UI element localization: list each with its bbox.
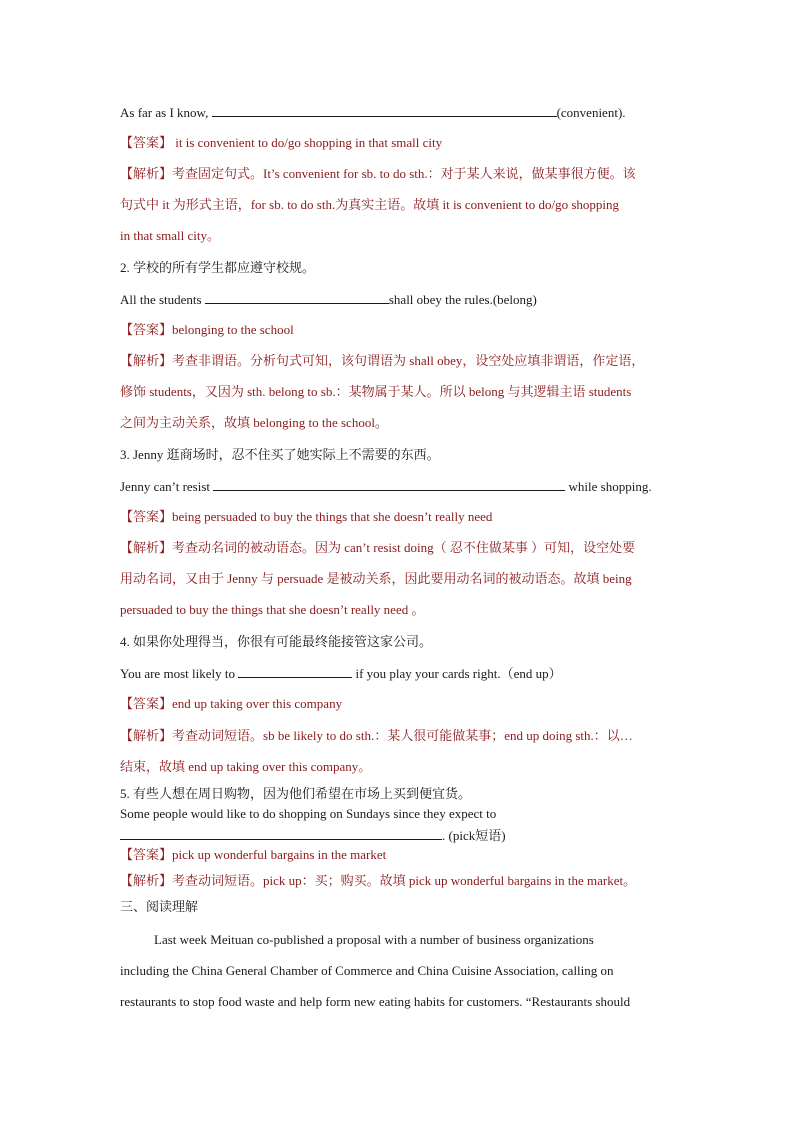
q3-analysis-line-3: persuaded to buy the things that she doesn’t really need 。 xyxy=(120,602,425,617)
q3-analysis-text-1: 考查动名词的被动语态。因为 can’t resist doing（ 忍不住做某事 ）可知，设空处要 xyxy=(172,540,636,555)
q1-prefix: As far as I know, xyxy=(120,105,212,120)
q1-analysis-line-2: 句式中 it 为形式主语，for sb. to do sth.为真实主语。故填 it is convenient to do/go shopping xyxy=(120,197,620,212)
reading-passage-line-3: restaurants to stop food waste and help form new eating habits for customers. “Restaurants should xyxy=(120,994,631,1009)
q3-analysis-line-1 xyxy=(120,540,635,556)
reading-passage-line-1: Last week Meituan co-published a proposal with a number of business organizations xyxy=(154,932,594,947)
q4-answer-tag: 【答案】 xyxy=(120,696,173,711)
q4-prefix: You are most likely to xyxy=(120,666,239,681)
q4-answer-text: end up taking over this company xyxy=(172,696,343,711)
q5-answer xyxy=(120,847,386,863)
q2-sentence xyxy=(120,291,537,308)
q2-analysis-line-3: 之间为主动关系，故填 belonging to the school。 xyxy=(120,415,388,430)
q3-sentence xyxy=(120,478,652,495)
q4-analysis-line-2: 结束，故填 end up taking over this company。 xyxy=(120,759,372,774)
q5-answer-tag: 【答案】 xyxy=(120,847,173,862)
reading-passage-line-2: including the China General Chamber of Commerce and China Cuisine Association, calling on xyxy=(120,963,614,978)
q3-blank xyxy=(213,478,565,491)
q4-sentence xyxy=(120,665,562,682)
q5-sentence-line-2 xyxy=(120,827,506,844)
q1-answer xyxy=(120,135,442,151)
q2-answer xyxy=(120,322,294,338)
q1-sentence xyxy=(120,104,626,121)
q3-prefix: Jenny can’t resist xyxy=(120,479,214,494)
q5-answer-text: pick up wonderful bargains in the market xyxy=(172,847,387,862)
q5-prompt: 5. 有些人想在周日购物，因为他们希望在市场上买到便宜货。 xyxy=(120,786,472,801)
q3-prompt: 3. Jenny 逛商场时，忍不住买了她实际上不需要的东西。 xyxy=(120,447,440,462)
q3-answer-text: being persuaded to buy the things that she doesn’t really need xyxy=(172,509,493,524)
q3-answer-tag: 【答案】 xyxy=(120,509,173,524)
q3-suffix: while shopping. xyxy=(565,479,652,494)
q2-analysis-line-2: 修饰 students，又因为 sth. belong to sb.：某物属于某人。所以 belong 与其逻辑主语 students xyxy=(120,384,632,399)
q3-analysis-line-2: 用动名词，又由于 Jenny 与 persuade 是被动关系，因此要用动名词的被动语态。故填 being xyxy=(120,571,632,586)
q1-analysis-line-1 xyxy=(120,166,636,182)
q4-answer xyxy=(120,696,342,712)
q4-blank xyxy=(238,665,352,678)
q3-analysis-tag: 【解析】 xyxy=(120,540,173,555)
q3-answer xyxy=(120,509,492,525)
q1-analysis-text-1: 考查固定句式。It’s convenient for sb. to do sth.：对于某人来说，做某事很方便。该 xyxy=(172,166,636,181)
q5-analysis-text-1: 考查动词短语。pick up：买；购买。故填 pick up wonderful bargains in the market。 xyxy=(172,873,637,888)
q1-analysis-line-3: in that small city。 xyxy=(120,228,221,243)
q1-analysis-tag: 【解析】 xyxy=(120,166,173,181)
q4-analysis-line-1 xyxy=(120,728,633,744)
q2-answer-tag: 【答案】 xyxy=(120,322,173,337)
q4-analysis-text-1: 考查动词短语。sb be likely to do sth.：某人很可能做某事；end up doing sth.：以… xyxy=(172,728,633,743)
q4-prompt: 4. 如果你处理得当，你很有可能最终能接管这家公司。 xyxy=(120,634,433,649)
q2-answer-text: belonging to the school xyxy=(172,322,294,337)
q2-prefix: All the students xyxy=(120,292,205,307)
q1-answer-tag: 【答案】 xyxy=(120,135,173,150)
q5-suffix: . (pick短语) xyxy=(442,828,506,843)
q5-analysis-tag: 【解析】 xyxy=(120,873,173,888)
q2-analysis-tag: 【解析】 xyxy=(120,353,173,368)
q2-prompt: 2. 学校的所有学生都应遵守校规。 xyxy=(120,260,316,275)
q2-analysis-text-1: 考查非谓语。分析句式可知，该句谓语为 shall obey，设空处应填非谓语，作定语， xyxy=(172,353,645,368)
section-heading: 三、阅读理解 xyxy=(120,899,199,914)
q1-blank xyxy=(212,104,557,117)
q5-blank xyxy=(120,827,442,840)
q1-suffix: (convenient). xyxy=(556,105,626,120)
q2-blank xyxy=(205,291,389,304)
q2-analysis-line-1 xyxy=(120,353,644,369)
q4-suffix: if you play your cards right.（end up） xyxy=(352,666,562,681)
q4-analysis-tag: 【解析】 xyxy=(120,728,173,743)
q1-answer-text: it is convenient to do/go shopping in that small city xyxy=(175,135,443,150)
q5-analysis-line-1 xyxy=(120,873,636,889)
q5-sentence-line-1: Some people would like to do shopping on Sundays since they expect to xyxy=(120,806,497,821)
q2-suffix: shall obey the rules.(belong) xyxy=(388,292,537,307)
